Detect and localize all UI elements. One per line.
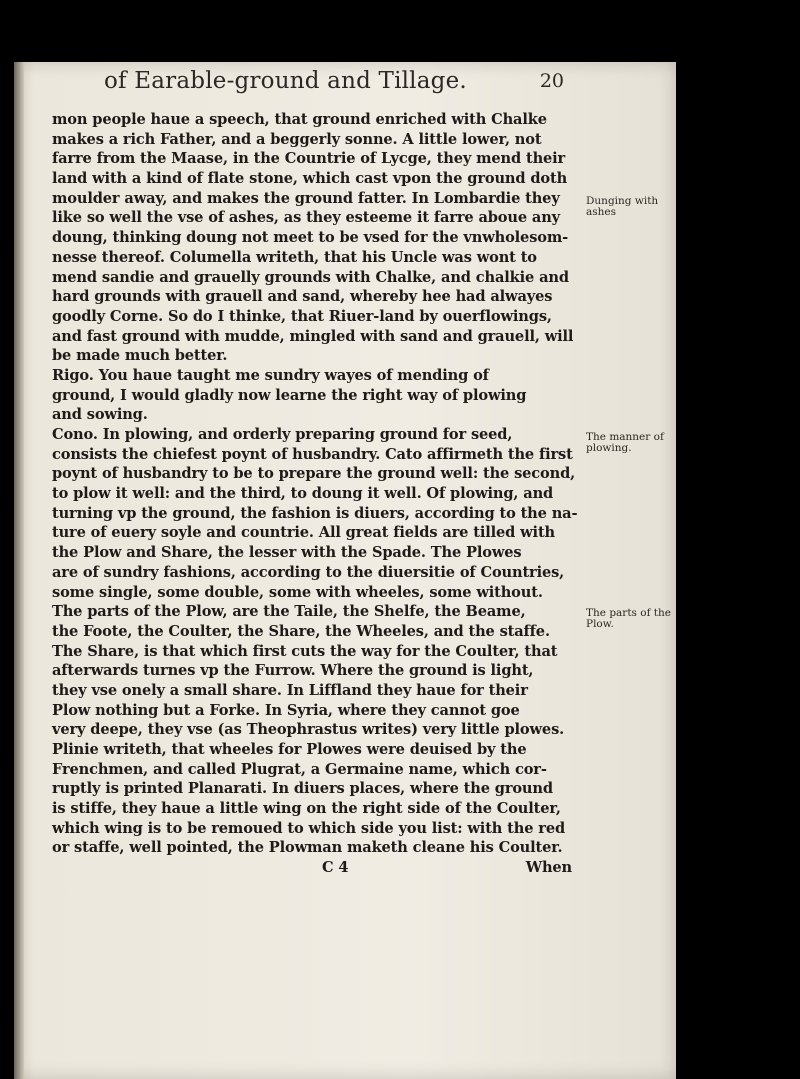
running-title: of Earable-ground and Tillage. <box>104 68 467 94</box>
text-line: turning vp the ground, the fashion is diuers, according to the na- <box>52 504 578 522</box>
text-line: which wing is to be remoued to which side you list: with the red <box>52 819 566 837</box>
text-line: and fast ground with mudde, mingled with sand and grauell, will <box>52 327 574 345</box>
text-line: Plinie writeth, that wheeles for Plowes were deuised by the <box>52 741 527 758</box>
body-text <box>52 110 578 878</box>
text-line: Plow nothing but a Forke. In Syria, where they cannot goe <box>52 701 520 719</box>
text-line: farre from the Maase, in the Countrie of Lycge, they mend their <box>52 150 566 168</box>
text-line: some single, some double, some with wheeles, some without. <box>52 583 543 601</box>
marginal-note-plow-parts: The parts of the Plow. <box>586 607 672 630</box>
text-line: or staffe, well pointed, the Plowman maketh cleane his Coulter. <box>52 839 563 857</box>
text-line: be made much better. <box>52 347 228 365</box>
text-line: and sowing. <box>52 406 148 424</box>
text-line: are of sundry fashions, according to the diuersitie of Countries, <box>52 563 565 581</box>
text-line: Frenchmen, and called Plugrat, a Germaine name, which cor- <box>52 760 547 778</box>
marginal-note-dunging: Dunging with ashes <box>586 195 659 218</box>
marginal-note-plowing: The manner of plowing. <box>586 431 664 454</box>
speaker-line-cono: Cono. In plowing, and orderly preparing ground for seed, <box>52 426 513 443</box>
page-gutter-edge <box>14 62 24 1079</box>
text-line: the Foote, the Coulter, the Share, the Wheeles, and the staffe. <box>52 622 550 640</box>
text-line: they vse onely a small share. In Liffland they haue for their <box>52 681 528 699</box>
text-line: the Plow and Share, the lesser with the Spade. The Plowes <box>52 544 522 562</box>
text-line: like so well the vse of ashes, as they esteeme it farre aboue any <box>52 209 561 227</box>
catchword: When <box>525 859 572 877</box>
speaker-line-rigo: Rigo. You haue taught me sundry wayes of mending of <box>52 366 489 384</box>
text-line: is stiffe, they haue a little wing on the right side of the Coulter, <box>52 800 561 818</box>
page-number: 20 <box>539 70 564 92</box>
text-line: consists the chiefest poynt of husbandry. Cato affirmeth the first <box>52 445 573 463</box>
signature-line <box>52 858 572 878</box>
text-line: ruptly is printed Planarati. In diuers places, where the ground <box>52 780 553 798</box>
text-line: goodly Corne. So do I thinke, that Riuer-land by ouerflowings, <box>52 307 552 325</box>
text-line: nesse thereof. Columella writeth, that his Uncle was wont to <box>52 248 537 266</box>
text-line: moulder away, and makes the ground fatter. In Lombardie they <box>52 189 560 207</box>
text-line: land with a kind of flate stone, which cast vpon the ground doth <box>52 170 568 188</box>
signature-mark: C 4 <box>322 859 349 877</box>
text-line: to plow it well: and the third, to doung it well. Of plowing, and <box>52 485 554 503</box>
text-line: mon people haue a speech, that ground enriched with Chalke <box>52 111 547 128</box>
text-line: ture of euery soyle and countrie. All great fields are tilled with <box>52 524 555 542</box>
text-line: poynt of husbandry to be to prepare the ground well: the second, <box>52 465 576 483</box>
text-line: The Share, is that which first cuts the way for the Coulter, that <box>52 642 558 660</box>
text-line: makes a rich Father, and a beggerly sonne. A little lower, not <box>52 130 542 148</box>
page-header <box>44 68 654 98</box>
text-line: doung, thinking doung not meet to be vsed for the vnwholesom- <box>52 229 569 247</box>
text-line: ground, I would gladly now learne the right way of plowing <box>52 386 527 404</box>
text-line: afterwards turnes vp the Furrow. Where the ground is light, <box>52 662 534 680</box>
text-line: hard grounds with grauell and sand, whereby hee had alwayes <box>52 288 553 306</box>
text-line: mend sandie and grauelly grounds with Chalke, and chalkie and <box>52 268 569 286</box>
text-line: The parts of the Plow, are the Taile, the Shelfe, the Beame, <box>52 603 526 621</box>
book-page <box>14 62 676 1079</box>
text-line: very deepe, they vse (as Theophrastus writes) very little plowes. <box>52 721 565 739</box>
